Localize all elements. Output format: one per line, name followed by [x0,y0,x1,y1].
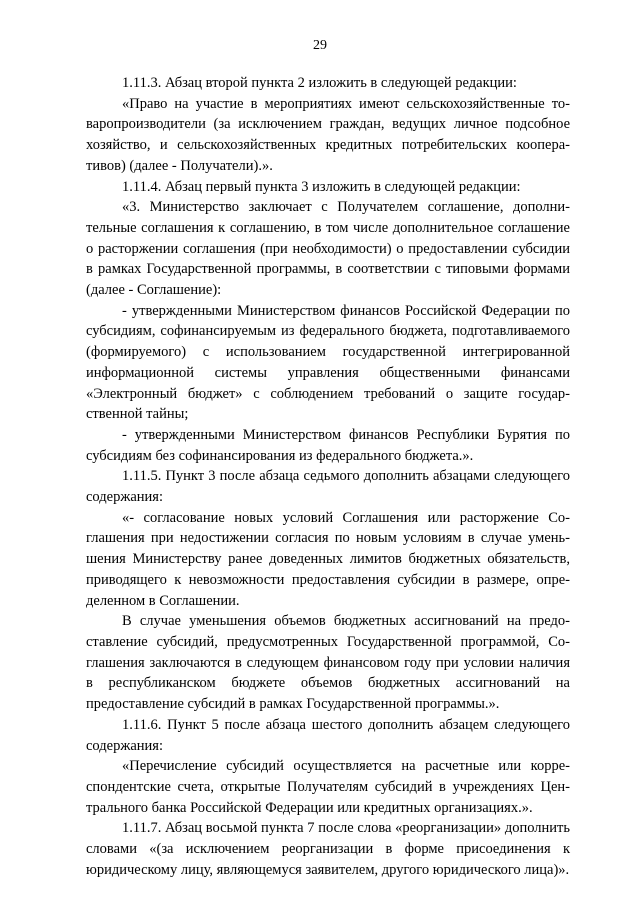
document-body [86,73,570,880]
paragraph: «Перечисление субсидий осуществляется на расчетные или корреспондентские счета, открытые Получателям субсидий в учреждениях Центрального банка Российской Федерации или кредитных организациях.». [86,758,570,816]
paragraph: 1.11.6. Пункт 5 после абзаца шестого дополнить абзацем следующего содержания: [86,716,570,754]
paragraph: В случае уменьшения объемов бюджетных ассигнований на предоставление субсидий, предусмотренных Государственной программой, Соглашения заключаются в следующем финансовом году при условии наличия в республиканском бюджете объемов бюджетных ассигнований на предоставление субсидий в рамках Государственной программы.». [86,613,570,713]
paragraph: 1.11.5. Пункт 3 после абзаца седьмого дополнить абзацами следующего содержания: [86,468,570,506]
paragraph: 1.11.4. Абзац первый пункта 3 изложить в следующей редакции: [122,178,521,195]
paragraph: - утвержденными Министерством финансов Республики Бурятия по субсидиям без софинансирования из федерального бюджета.». [86,426,570,464]
paragraph: «3. Министерство заключает с Получателем соглашение, дополнительные соглашения к соглашению, в том числе дополнительное соглашение о расторжении соглашения (при необходимости) о предоставлении субсидии в рамках Государственной программы, в соответствии с типовыми формами (далее - Соглашение): [86,199,570,299]
paragraph: 1.11.3. Абзац второй пункта 2 изложить в следующей редакции: [122,75,517,91]
paragraph: «Право на участие в мероприятиях имеют сельскохозяйственные товаропроизводители (за исключением граждан, ведущих личное подсобное хозяйство, и сельскохозяйственных кредитных потребительских кооперативов) (далее - Получатели).». [86,95,570,174]
paragraph: «- согласование новых условий Соглашения или расторжение Соглашения при недостижении согласия по новым условиям в случае уменьшения Министерству ранее доведенных лимитов бюджетных обязательств, приводящего к невозможности предоставления субсидии в размере, определенном в Соглашении. [86,509,570,609]
paragraph: - утвержденными Министерством финансов Российской Федерации по субсидиям, софинансируемым из федерального бюджета, подготавливаемого (формируемого) с использованием государственной интегрированной информационной системы управления общественными финансами «Электронный бюджет» с соблюдением требований о защите государственной тайны; [86,302,570,423]
page-number: 29 [313,38,327,53]
paragraph: 1.11.7. Абзац восьмой пункта 7 после слова «реорганизации» дополнить словами «(за исключением реорганизации в форме присоединения к юридическому лицу, являющемуся заявителем, другого юридического лица)». [86,820,570,878]
